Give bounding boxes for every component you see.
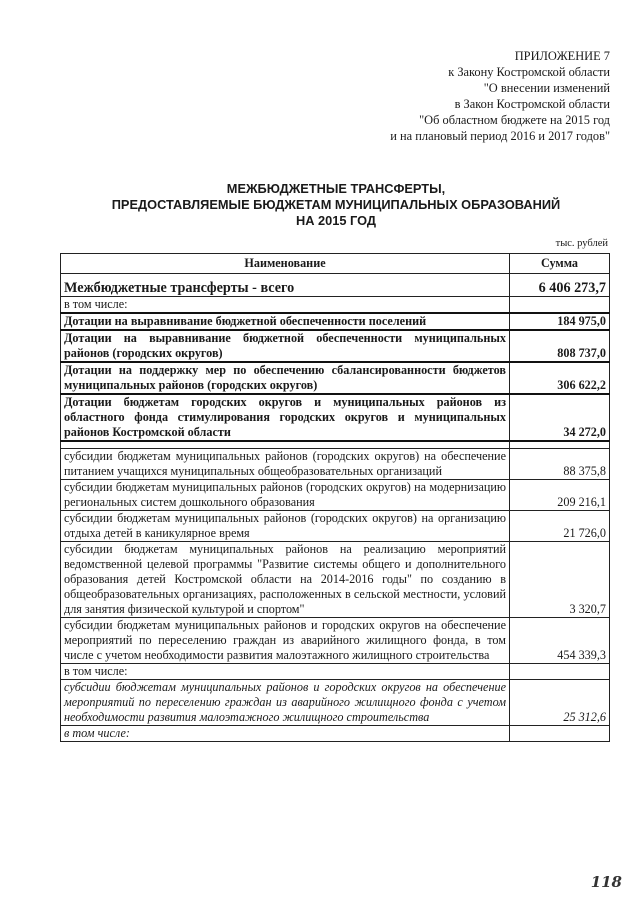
label-empty [510,297,610,314]
row-sum: 88 375,8 [510,449,610,480]
appendix-header [390,48,610,144]
table-row [61,480,610,511]
row-name: Дотации бюджетам городских округов и муниципальных районов из областного фонда стимулирования городских округов и муниципальных районов Костромской области [61,394,510,441]
row-name: субсидии бюджетам муниципальных районов и городских округов на обеспечение мероприятий по переселению граждан из аварийного жилищного фонда с учетом необходимости развития малоэтажного жилищного строительства [61,680,510,726]
appendix-line: и на плановый период 2016 и 2017 годов" [390,129,610,143]
row-name: Дотации на выравнивание бюджетной обеспеченности муниципальных районов (городских округов) [61,330,510,362]
appendix-line: "О внесении изменений [483,81,610,95]
row-name: субсидии бюджетам муниципальных районов на реализацию мероприятий ведомственной целевой программы "Развитие системы общего и дополнительного образования детей Костромской области на 2014-2016 годы" по созданию в общеобразовательных организациях, расположенных в сельской местности, условий для занятия физической культурой и спортом" [61,542,510,618]
label-empty [510,664,610,680]
table-row [61,362,610,394]
appendix-line: ПРИЛОЖЕНИЕ 7 [514,49,610,63]
row-sum: 3 320,7 [510,542,610,618]
table-row [61,542,610,618]
row-sum: 25 312,6 [510,680,610,726]
empty-row [61,441,610,449]
row-sum: 184 975,0 [510,313,610,330]
row-name: субсидии бюджетам муниципальных районов (городских округов) на модернизацию региональных систем дошкольного образования [61,480,510,511]
row-name: Дотации на поддержку мер по обеспечению сбалансированности бюджетов муниципальных районов (городских округов) [61,362,510,394]
appendix-line: в Закон Костромской области [454,97,610,111]
total-row [61,274,610,297]
total-sum: 6 406 273,7 [510,274,610,297]
row-sum: 209 216,1 [510,480,610,511]
title-line: НА 2015 ГОД [295,213,377,228]
appendix-line: "Об областном бюджете на 2015 год [419,113,610,127]
table-row [61,449,610,480]
table-row [61,330,610,362]
row-name: Дотации на выравнивание бюджетной обеспеченности поселений [61,313,510,330]
row-sum: 306 622,2 [510,362,610,394]
header-sum: Сумма [510,254,610,274]
transfers-table [60,253,610,742]
row-name: субсидии бюджетам муниципальных районов и городских округов на обеспечение мероприятий по переселению граждан из аварийного жилищного фонда, в том числе с учетом необходимости развития малоэтажного жилищного строительства [61,618,510,664]
units-label: тыс. рублей [555,238,608,249]
label-text: в том числе: [61,664,510,680]
label-row [61,664,610,680]
row-name: субсидии бюджетам муниципальных районов (городских округов) на организацию отдыха детей в каникулярное время [61,511,510,542]
label-row [61,726,610,742]
row-sum: 34 272,0 [510,394,610,441]
row-sum: 454 339,3 [510,618,610,664]
appendix-line: к Закону Костромской области [448,65,610,79]
table-row [61,313,610,330]
document-title [50,181,622,229]
table-header-row [61,254,610,274]
empty-cell [510,441,610,449]
table-row [61,680,610,726]
label-text: в том числе: [61,726,510,742]
row-sum: 808 737,0 [510,330,610,362]
table-row [61,394,610,441]
label-row [61,297,610,314]
label-text: в том числе: [61,297,510,314]
page-number-mark: 118 [590,873,622,891]
title-line: ПРЕДОСТАВЛЯЕМЫЕ БЮДЖЕТАМ МУНИЦИПАЛЬНЫХ ОБРАЗОВАНИЙ [111,197,561,212]
row-name: субсидии бюджетам муниципальных районов (городских округов) на обеспечение питанием учащихся муниципальных общеобразовательных организаций [61,449,510,480]
label-empty [510,726,610,742]
title-line: МЕЖБЮДЖЕТНЫЕ ТРАНСФЕРТЫ, [226,181,446,196]
table-row [61,511,610,542]
total-name: Межбюджетные трансферты - всего [61,274,510,297]
row-sum: 21 726,0 [510,511,610,542]
empty-cell [61,441,510,449]
table-row [61,618,610,664]
header-name: Наименование [61,254,510,274]
